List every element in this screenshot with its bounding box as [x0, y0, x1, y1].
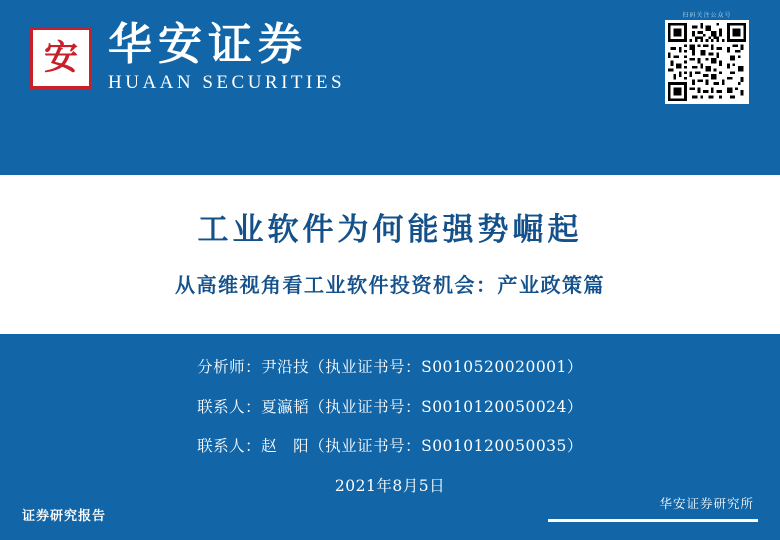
title-block [0, 175, 780, 334]
contact-line-2: 联系人：赵 阳（执业证书号：S0010120050035） [197, 437, 583, 455]
qr-caption: 扫码关注公众号 [682, 13, 732, 19]
page-subtitle: 从高维视角看工业软件投资机会：产业政策篇 [175, 272, 605, 297]
publish-date: 2021年8月5日 [334, 477, 446, 495]
contact-line-1: 联系人：夏瀛韬（执业证书号：S0010120050024） [197, 398, 583, 416]
company-logo [30, 19, 346, 94]
page-title: 工业软件为何能强势崛起 [197, 212, 583, 249]
company-name-en: HUAAN SECURITIES [108, 72, 346, 94]
logo-mark-icon [30, 27, 92, 89]
qr-code-icon[interactable] [665, 20, 749, 104]
analyst-line: 分析师：尹沿技（执业证书号：S0010520020001） [197, 358, 583, 376]
logo-text [108, 19, 346, 94]
logo-glyph: 安 [44, 38, 78, 79]
research-institute-label: 华安证券研究所 [659, 496, 754, 511]
author-block [0, 334, 780, 540]
company-name-cn: 华安证券 [108, 19, 308, 70]
qr-code-block [662, 10, 752, 104]
footer-divider [548, 519, 758, 522]
header-band [0, 0, 780, 175]
report-type-label: 证券研究报告 [22, 509, 107, 524]
qr-code-svg [668, 23, 746, 101]
